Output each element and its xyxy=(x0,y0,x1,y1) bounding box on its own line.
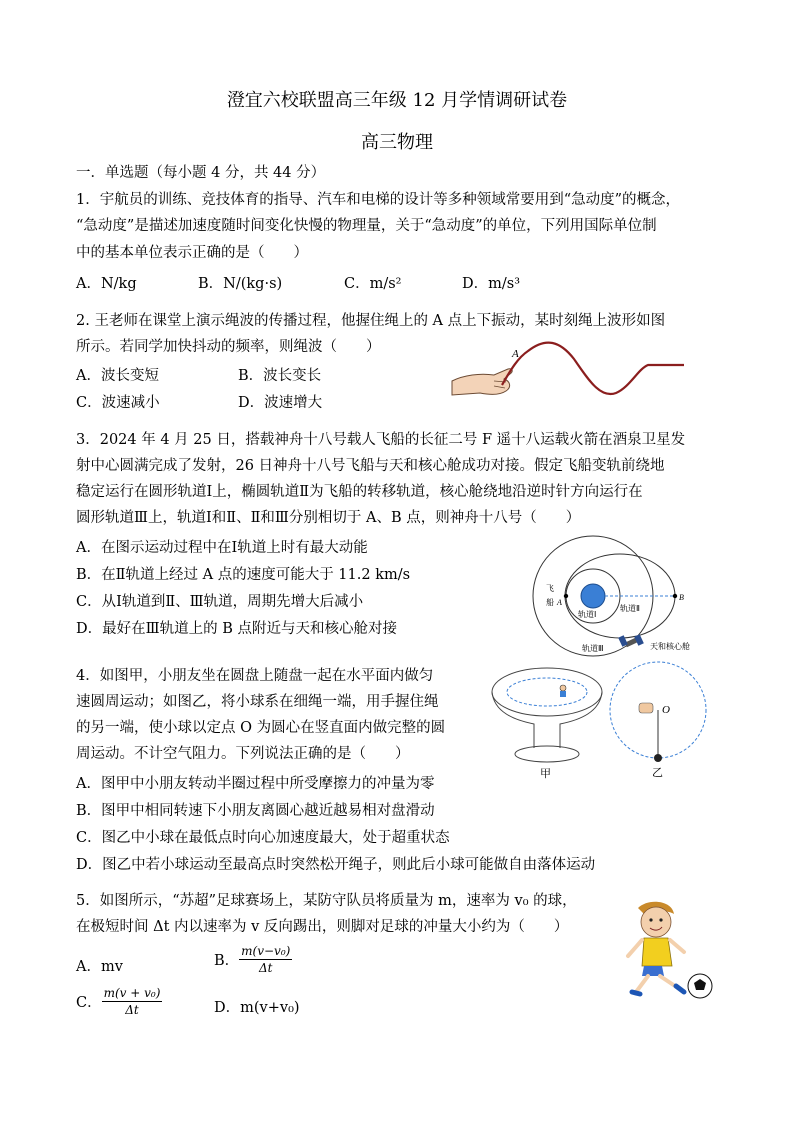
q5-option-c-denominator: Δt xyxy=(125,1003,139,1017)
q5-option-d: D．m(v+v₀) xyxy=(214,1000,300,1016)
center-o-label: O xyxy=(662,704,670,716)
soccer-ball-icon xyxy=(688,974,712,998)
q5-option-a: A．mv xyxy=(76,959,123,975)
child-on-disk-icon xyxy=(560,685,566,697)
q5-option-c-fraction xyxy=(102,986,163,1017)
q4-line: 4．如图甲，小朋友坐在圆盘上随盘一起在水平面内做匀 xyxy=(76,668,434,684)
rope-wave-figure xyxy=(450,335,690,407)
q5-option-b-denominator: Δt xyxy=(258,961,273,975)
q2-option-a: A．波长变短 xyxy=(76,368,159,384)
q1-line: 1．宇航员的训练、竞技体育的指导、汽车和电梯的设计等多种领域常要用到“急动度”的概念， xyxy=(76,192,681,208)
q5-line: 5．如图所示，“苏超”足球赛场上，某防守队员将质量为 m，速率为 v₀ 的球， xyxy=(76,893,577,909)
q3-line: 射中心圆满完成了发射，26 日神舟十八号飞船与天和核心舱成功对接。假定飞船变轨前绕地 xyxy=(76,458,665,474)
hand-icon xyxy=(639,703,653,713)
core-module-icon xyxy=(618,634,644,647)
q3-line: 稳定运行在圆形轨道Ⅰ上，椭圆轨道Ⅱ为飞船的转移轨道，核心舱绕地沿逆时针方向运行在 xyxy=(76,484,643,500)
q4-line: 速圆周运动；如图乙，将小球系在细绳一端，用手握住绳 xyxy=(76,694,439,710)
q3-option-d: D．最好在Ⅲ轨道上的 B 点附近与天和核心舱对接 xyxy=(76,621,397,637)
q1-option-d: D．m/s³ xyxy=(462,276,521,292)
q1-line: “急动度”是描述加速度随时间变化快慢的物理量，关于“急动度”的单位，下列用国际单位制 xyxy=(76,218,657,234)
orbit-1-label: 轨道Ⅰ xyxy=(578,610,597,619)
core-module-label: 天和核心舱 xyxy=(650,642,690,651)
ship-label-2: 船 xyxy=(546,598,554,607)
q5-line: 在极短时间 Δt 内以速率为 v 反向踢出，则脚对足球的冲量大小约为（ ） xyxy=(76,919,569,935)
q3-option-c: C．从Ⅰ轨道到Ⅱ、Ⅲ轨道，周期先增大后减小 xyxy=(76,594,364,610)
q4-line: 周运动。不计空气阻力。下列说法正确的是（ ） xyxy=(76,746,410,762)
q3-option-a: A．在图示运动过程中在Ⅰ轨道上时有最大动能 xyxy=(76,540,368,556)
section-heading: 一．单选题（每小题 4 分，共 44 分） xyxy=(76,165,326,181)
q1-option-a: A．N/kg xyxy=(76,276,137,292)
q5-option-b-numerator: m(v−v₀) xyxy=(241,944,291,958)
point-a-label: A xyxy=(557,598,562,607)
page-title: 澄宜六校联盟高三年级 12 月学情调研试卷 xyxy=(226,90,568,111)
q2-option-d: D．波速增大 xyxy=(238,395,323,411)
q5-option-b-label: B． xyxy=(214,953,240,969)
q2-option-b: B．波长变长 xyxy=(238,368,322,384)
q3-line: 圆形轨道Ⅲ上，轨道Ⅰ和Ⅱ、Ⅱ和Ⅲ分别相切于 A、B 点，则神舟十八号（ ） xyxy=(76,510,581,526)
q4-option-d: D．图乙中若小球运动至最高点时突然松开绳子，则此后小球可能做自由落体运动 xyxy=(76,857,596,873)
q4-option-a: A．图甲中小朋友转动半圈过程中所受摩擦力的冲量为零 xyxy=(76,776,435,792)
q3-option-b: B．在Ⅱ轨道上经过 A 点的速度可能大于 11.2 km/s xyxy=(76,567,411,583)
q5-option-c-label: C． xyxy=(76,995,102,1011)
q2-option-c: C．波速减小 xyxy=(76,395,160,411)
q1-line: 中的基本单位表示正确的是（ ） xyxy=(76,245,308,261)
rotating-disk-figure xyxy=(490,662,605,780)
q3-line: 3．2024 年 4 月 25 日，搭载神舟十八号载人飞船的长征二号 F 遥十八运载火箭在酒泉卫星发 xyxy=(76,432,686,448)
page-subtitle: 高三物理 xyxy=(361,132,433,153)
q4-line: 的另一端，使小球以定点 O 为圆心在竖直面内做完整的圆 xyxy=(76,720,446,736)
q5-option-b-fraction xyxy=(239,944,292,975)
figure-jia-label: 甲 xyxy=(540,767,551,780)
q4-option-b: B．图甲中相同转速下小朋友离圆心越近越易相对盘滑动 xyxy=(76,803,435,819)
q5-option-c-numerator: m(v + v₀) xyxy=(103,986,161,1000)
rope-point-a-label: A xyxy=(512,348,519,360)
figure-yi-label: 乙 xyxy=(652,766,663,779)
q4-option-c: C．图乙中小球在最低点时向心加速度最大，处于超重状态 xyxy=(76,830,450,846)
soccer-player-illustration xyxy=(618,900,718,1008)
q2-line: 2. 王老师在课堂上演示绳波的传播过程，他握住绳上的 A 点上下振动，某时刻绳上波形如图 xyxy=(76,313,666,329)
vertical-circle-figure xyxy=(606,658,716,780)
q5-option-c xyxy=(76,986,162,1017)
orbit-figure xyxy=(530,533,720,663)
q5-option-b xyxy=(214,944,292,975)
q2-line: 所示。若同学加快抖动的频率，则绳波（ ） xyxy=(76,339,381,355)
q1-option-c: C．m/s² xyxy=(344,276,402,292)
ship-label-1: 飞 xyxy=(546,584,554,593)
orbit-3-label: 轨道Ⅲ xyxy=(582,644,604,653)
orbit-2-label: 轨道Ⅱ xyxy=(620,604,640,613)
point-b-label: B xyxy=(679,593,684,602)
q1-option-b: B．N/(kg·s) xyxy=(198,276,283,292)
